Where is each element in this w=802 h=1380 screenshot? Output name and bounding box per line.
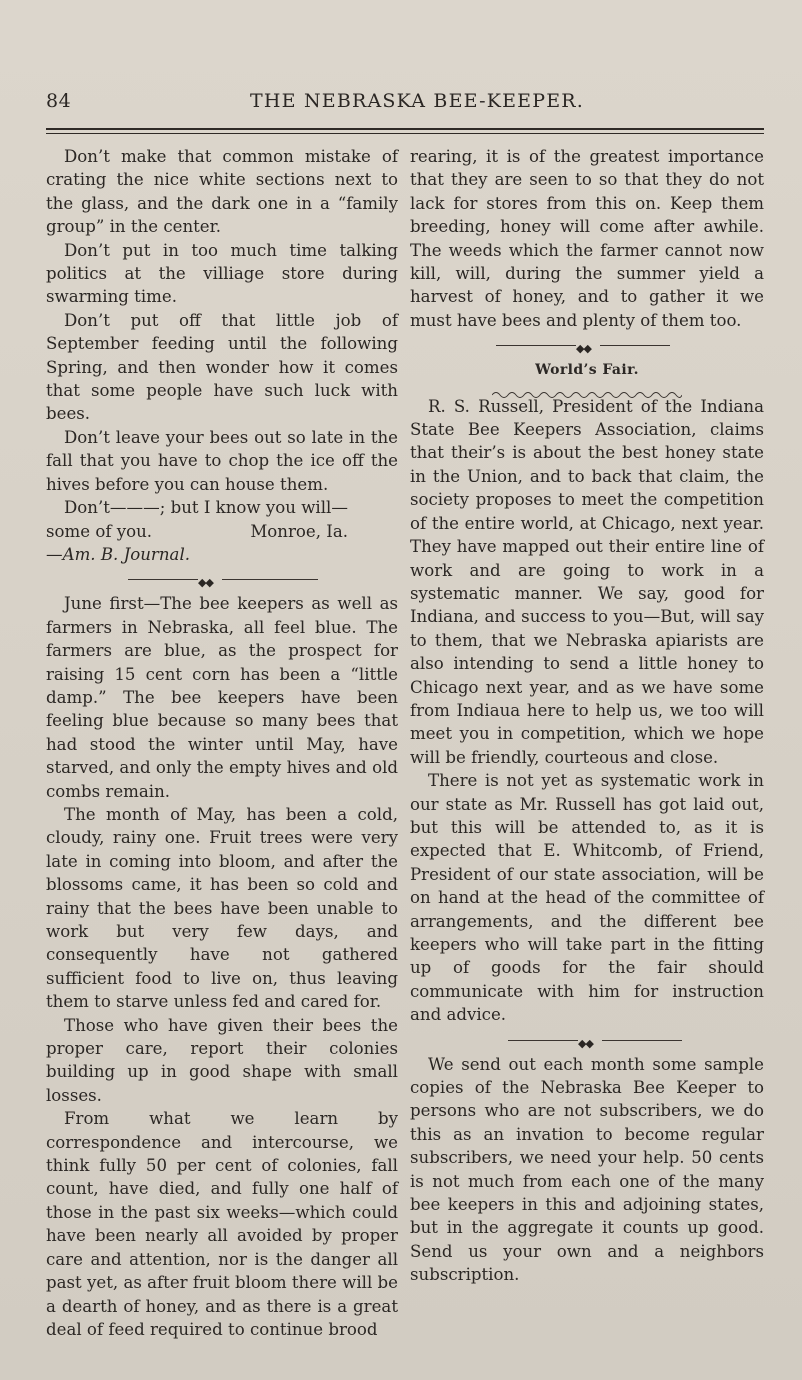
paragraph: Don’t leave your bees out so late in the fall that you have to chop the ice off the hives before you can house them.	[46, 427, 398, 494]
left-column	[46, 145, 398, 1341]
section-divider	[46, 569, 398, 589]
paragraph: The month of May, has been a cold, cloudy, rainy one. Fruit trees were very late in coming into bloom, and after the blossoms came, it has been so cold and rainy that the bees have been unable to work but very few days, and consequently have not gathered sufficient food to live on, thus leaving them to starve unless fed and cared for.	[46, 804, 398, 1012]
header-rule-thin	[46, 133, 764, 134]
page-number: 84	[46, 90, 72, 112]
section-divider	[410, 1030, 764, 1050]
signature-place: Monroe, Ia.	[250, 521, 348, 541]
wavy-rule	[410, 383, 764, 393]
paragraph: rearing, it is of the greatest importance that they are seen to so that they do not lack for stores from this on. Keep them breeding, honey will come after awhile. The weeds which the farmer cannot now kill, will, during the summer yield a harvest of honey, and to gather it we must have bees and plenty of them too.	[410, 147, 764, 330]
paragraph: We send out each month some sample copies of the Nebraska Bee Keeper to persons who are not subscribers, we do this as an invation to become regular subscribers, we need your help. 50 cents is not much from each one of the many bee keepers in this and adjoining states, but in the aggregate it counts up good. Send us your own and a neighbors subscription.	[410, 1054, 764, 1285]
paragraph: Those who have given their bees the proper care, report their colonies building up in good shape with small losses.	[46, 1015, 398, 1105]
paragraph: Don’t make that common mistake of crating the nice white sections next to the glass, and the dark one in a “family group” in the center.	[46, 147, 398, 237]
page-header	[46, 90, 764, 120]
section-title: World’s Fair.	[535, 362, 639, 379]
signature-text: some of you.	[46, 521, 153, 541]
running-title: THE NEBRASKA BEE-KEEPER.	[250, 90, 585, 112]
right-column	[410, 145, 764, 1287]
diamond-ornament-icon: ◆◆	[198, 576, 213, 590]
signature-line	[46, 520, 398, 543]
section-divider	[410, 335, 764, 355]
paragraph: June first—The bee keepers as well as farmers in Nebraska, all feel blue. The farmers are blue, as the prospect for raising 15 cent corn has been a “little damp.” The bee keepers have been feeling blue because so many bees that had stood the winter until May, have starved, and only the empty hives and old combs remain.	[46, 594, 398, 801]
paragraph: Don’t put off that little job of September feeding until the following Spring, and then wonder how it comes that some people have such luck with bees.	[46, 310, 398, 424]
diamond-ornament-icon: ◆◆	[576, 342, 591, 356]
source-credit: —Am. B. Journal.	[46, 544, 191, 564]
diamond-ornament-icon: ◆◆	[578, 1036, 593, 1050]
paragraph: R. S. Russell, President of the Indiana State Bee Keepers Association, claims that their’s is about the best honey state in the Union, and to back that claim, the society proposes to meet the competition of the entire world, at Chicago, next year. They have mapped out their entire line of work and are going to work in a systematic manner. We say, good for Indiana, and success to you—But, will say to them, that we Nebraska apiarists are also intending to send a little honey to Chicago next year, and as we have some from Indiaua here to help us, we too will meet you in competition, which we hope will be friendly, courteous and close.	[410, 396, 764, 767]
paragraph: Don’t put in too much time talking politics at the villiage store during swarming time.	[46, 240, 398, 307]
paragraph: There is not yet as systematic work in our state as Mr. Russell has got laid out, but this will be attended to, as it is expected that E. Whitcomb, of Friend, President of our state association, will be on hand at the head of the committee of arrangements, and the different bee keepers who will take part in the fitting up of goods for the fair should communicate with him for instruction and advice.	[410, 771, 764, 1025]
paragraph: From what we learn by correspondence and intercourse, we think fully 50 per cent of colonies, fall count, have died, and fully one half of those in the past six weeks—which could have been nearly all avoided by proper care and attention, nor is the danger all past yet, as after fruit bloom there will be a dearth of honey, and as there is a great deal of feed required to continue brood	[46, 1109, 398, 1339]
paragraph: Don’t———; but I know you will—	[64, 498, 348, 518]
header-rule	[46, 128, 764, 130]
